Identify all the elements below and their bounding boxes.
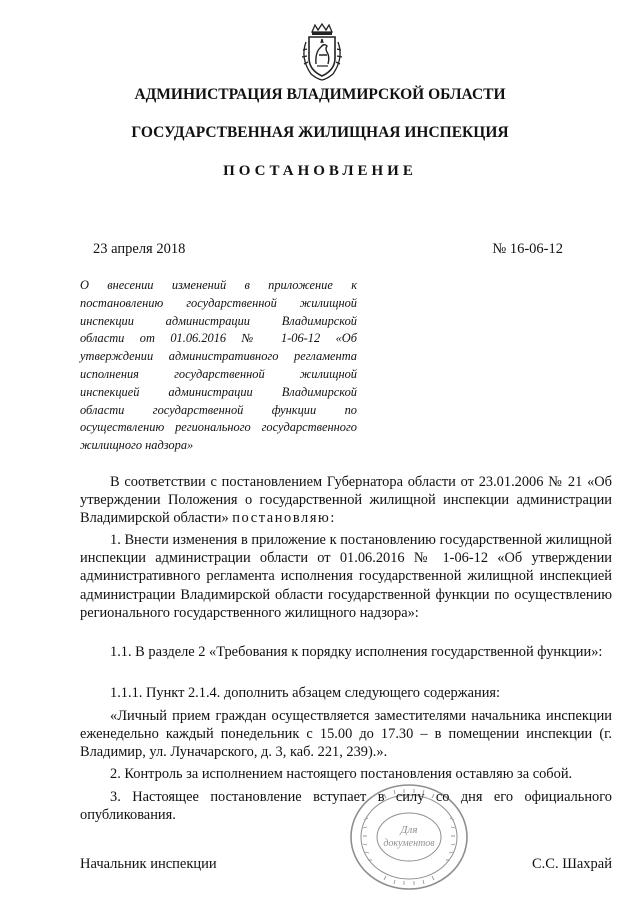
clause-2: 2. Контроль за исполнением настоящего постановления оставляю за собой. xyxy=(110,766,573,782)
signer-name: С.С. Шахрай xyxy=(532,856,612,872)
coat-of-arms-icon xyxy=(297,22,347,82)
subject-line: области от 01.06.2016 № 1-06-12 «Об xyxy=(80,331,357,346)
preamble-text: В соответствии с постановлением Губернатора области от 23.01.2006 № 21 «Об утверждении Положения о государственной жилищной инспекции администрации Владимирской области» xyxy=(80,474,612,527)
document-subject xyxy=(80,277,357,455)
subject-line: постановлению государственной жилищной xyxy=(80,295,357,310)
subject-line: осуществлению регионального государственного xyxy=(80,420,357,435)
subject-line: О внесении изменений в приложение к xyxy=(80,278,357,292)
clause-3: 3. Настоящее постановление вступает в силу со дня его официального опубликования. xyxy=(80,789,612,824)
preamble-paragraph xyxy=(80,473,612,528)
clause-1-1-1: 1.1.1. Пункт 2.1.4. дополнить абзацем следующего содержания: xyxy=(110,685,501,701)
signer-position: Начальник инспекции xyxy=(80,856,217,872)
subject-line: инспекции администрации Владимирской xyxy=(80,313,357,328)
clause-1: 1. Внести изменения в приложение к постановлению государственной жилищной инспекции администрации области от 01.06.2016 № 1-06-12 «Об утверждении административного регламента исполнения государственной жилищной инспекцией администрации Владимирской области государственной функции по осуществлению регионального государственного жилищного надзора»: xyxy=(80,532,612,621)
organization-title: АДМИНИСТРАЦИЯ ВЛАДИМИРСКОЙ ОБЛАСТИ xyxy=(134,86,506,103)
document-date: 23 апреля 2018 xyxy=(93,241,186,257)
stamp-text-line-2: документов xyxy=(383,838,435,849)
department-title: ГОСУДАРСТВЕННАЯ ЖИЛИЩНАЯ ИНСПЕКЦИЯ xyxy=(131,124,509,141)
subject-line: инспекцией администрации Владимирской xyxy=(80,384,357,399)
document-type-title: ПОСТАНОВЛЕНИЕ xyxy=(223,163,417,179)
subject-line: жилищного надзора» xyxy=(80,438,194,453)
clause-1-1: 1.1. В разделе 2 «Требования к порядку исполнения государственной функции»: xyxy=(110,644,603,660)
document-number: № 16-06-12 xyxy=(492,241,563,257)
resolution-word: постановляю: xyxy=(232,510,336,527)
subject-line: исполнения государственной жилищной xyxy=(80,366,357,381)
subject-line: утверждении административного регламента xyxy=(80,349,357,364)
stamp-text-line-1: Для xyxy=(400,824,418,836)
subject-line: области государственной функции по xyxy=(80,402,357,417)
inserted-paragraph-quote: «Личный прием граждан осуществляется заместителями начальника инспекции еженедельно каждый понедельник с 15.00 до 17.30 – в помещении инспекции (г. Владимир, ул. Луначарского, д. 3, каб. 221, 239).». xyxy=(80,708,612,761)
